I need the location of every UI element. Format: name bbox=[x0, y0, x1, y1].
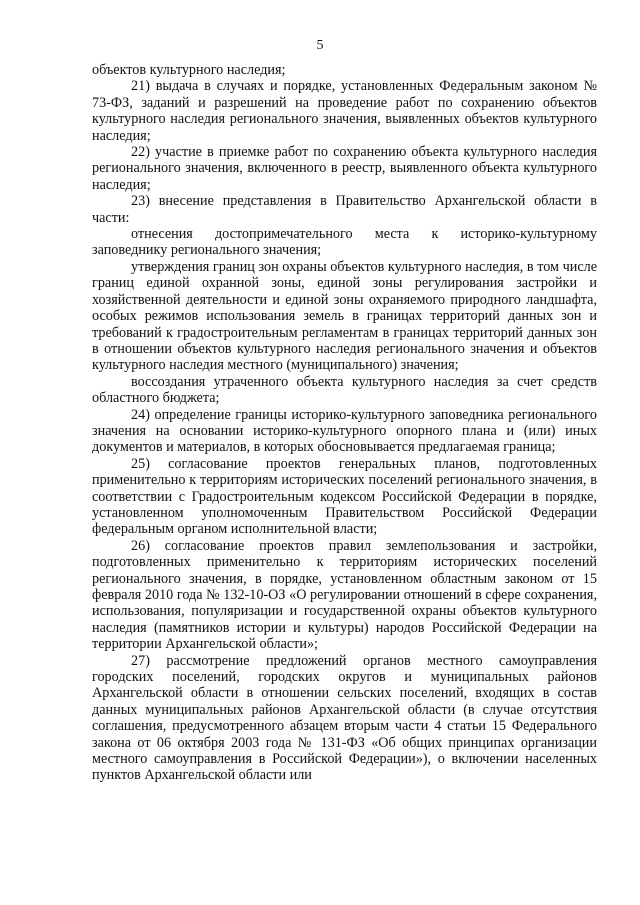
paragraph-item-23: 23) внесение представления в Правительство Архангельской области в части: bbox=[92, 193, 597, 226]
document-body bbox=[92, 62, 597, 784]
paragraph-item-27: 27) рассмотрение предложений органов местного самоуправления городских поселений, городских округов и муниципальных районов Архангельской области в отношении сельских поселений, входящих в состав данных муниципальных районов Архангельской области (в случае отсутствия соглашения, предусмотренного абзацем вторым части 4 статьи 15 Федерального закона от 06 октября 2003 года № 131-ФЗ «Об общих принципах организации местного самоуправления в Российской Федерации»), о включении населенных пунктов Архангельской области или bbox=[92, 652, 597, 784]
paragraph-item-23-sub-3: воссоздания утраченного объекта культурного наследия за счет средств областного бюджета; bbox=[92, 373, 597, 407]
paragraph-item-26: 26) согласование проектов правил землепользования и застройки, подготовленных применительно к территориям исторических поселений регионального значения, в порядке, установленном областным законом от 15 февраля 2010 года № 132-10-ОЗ «О регулировании отношений в сфере сохранения, использования, популяризации и государственной охраны объектов культурного наследия (памятников истории и культуры) народов Российской Федерации на территории Архангельской области»; bbox=[92, 537, 597, 653]
paragraph-continuation: объектов культурного наследия; bbox=[92, 62, 286, 78]
paragraph-item-22: 22) участие в приемке работ по сохранению объекта культурного наследия регионального значения, включенного в реестр, выявленного объекта культурного наследия; bbox=[92, 144, 597, 193]
paragraph-item-23-sub-1: отнесения достопримечательного места к историко-культурному заповеднику регионального значения; bbox=[92, 226, 597, 259]
page-number: 5 bbox=[316, 38, 324, 53]
paragraph-item-25: 25) согласование проектов генеральных планов, подготовленных применительно к территориям исторических поселений регионального значения, в соответствии с Градостроительным кодексом Российской Федерации в порядке, установленном уполномоченным Правительством Российской Федерации федеральным органом исполнительной власти; bbox=[92, 455, 597, 538]
paragraph-item-24: 24) определение границы историко-культурного заповедника регионального значения на основании историко-культурного опорного плана и (или) иных документов и материалов, в которых обосновывается предлагаемая граница; bbox=[92, 406, 597, 456]
paragraph-item-21: 21) выдача в случаях и порядке, установленных Федеральным законом № 73-ФЗ, заданий и разрешений на проведение работ по сохранению объектов культурного наследия регионального значения, выявленных объектов культурного наследия; bbox=[92, 78, 597, 144]
paragraph-item-23-sub-2: утверждения границ зон охраны объектов культурного наследия, в том числе границ единой охранной зоны, единой зоны регулирования застройки и хозяйственной деятельности и единой зоны охраняемого природного ландшафта, особых режимов использования земель в границах территорий данных зон и требований к градостроительным регламентам в границах территорий данных зон в отношении объектов культурного наследия регионального значения и объектов культурного наследия местного (муниципального) значения; bbox=[92, 258, 597, 374]
